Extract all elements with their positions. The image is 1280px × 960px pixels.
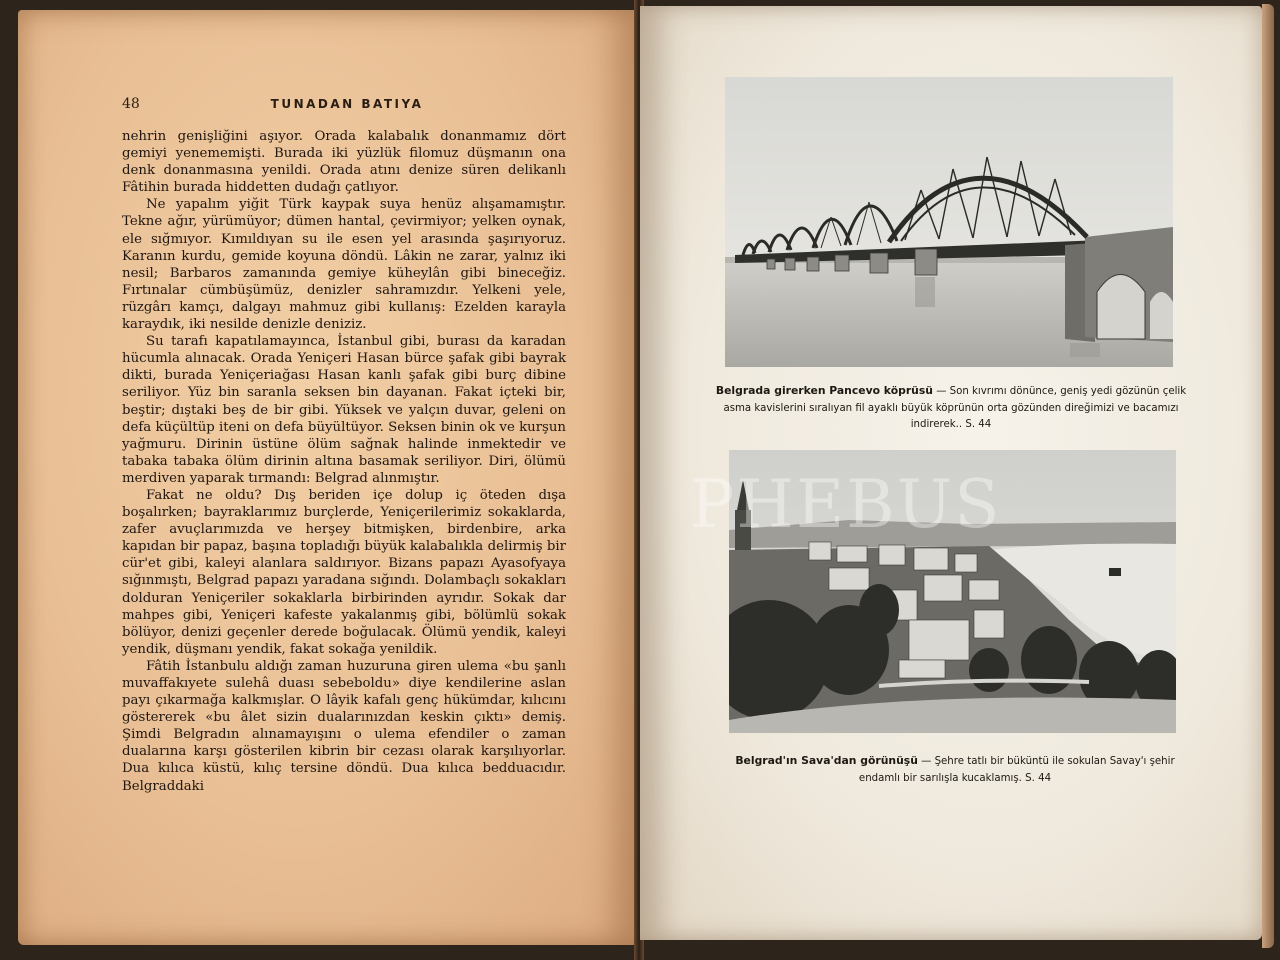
- bridge-photo: [725, 77, 1173, 367]
- paragraph: Fâtih İstanbulu aldığı zaman huzuruna giren ulema «bu şanlı muvaffakıyete sulehâ duası sebeboldu» diye kendilerine aslan payı çıkarmağa kalkmışlar. O lâyik kafalı genç hükümdar, kılıcını göstererek «bu âlet sizin dualarınızdan keskin çıktı» demiş. Şimdi Belgradın alınamayışını o ulema efendiler o zaman dualarına karşı gösterilen kibrin bir cezası olarak karşılıyorlar. Dua kılıca küstü, kılıç tersine döndü. Dua kılıca bedduacıdır. Belgraddaki: [122, 658, 566, 794]
- paragraph: Su tarafı kapatılamayınca, İstanbul gibi, burası da karadan hücumla alınacak. Orada Yeniçeri Hasan bürce şafak gibi bayrak dikti, burada Yeniçeriağası Hasan kanlı şafak gibi burç dibine seriliyor. Yüz bin saranla seksen bin dayanan. Fakat içteki bir, beştir; dıştaki beş de bir gibi. Yüksek ve yalçın duvar, geleni on defa küçültüp iteni on defa büyültüyor. Seksen binin ok ve kurşun yağmuru. Dirinin üstüne ölüm sağnak halinde inmektedir ve tabaka tabaka ölüm dirinin altına basamak seriliyor. Diri, ölümü merdiven yaparak tırmandı: Belgrad alınmıştır.: [122, 334, 566, 486]
- bridge-caption: [706, 383, 1196, 434]
- caption-title: Belgrad'ın Sava'dan görünüşü: [735, 754, 918, 767]
- page-number: 48: [122, 96, 140, 112]
- caption-title: Belgrada girerken Pancevo köprüsü: [715, 384, 933, 397]
- paragraph: nehrin genişliğini aşıyor. Orada kalabalık donanmamız dört gemiyi yenememişti. Burada iki yüzlük filomuz düşmanın ona denk donanmasına yenildi. Orada atını denize süren delikanlı Fâtihin burada hiddetten dudağı çatlıyor.: [122, 129, 566, 196]
- paragraph: Fakat ne oldu? Dış beriden içe dolup iç öteden dışa boşalırken; bayraklarımız burçlerde, Yeniçerilerimiz sokaklarda, zafer avuçlarımızda ve herşey bitmişken, birdenbire, arka kapıdan bir papaz, başına topladığı büyük kalabalıkla delirmiş bir cür'et gibi, kaleyi alanlara saldırıyor. Bizans papazı Ayasofyaya sığınmıştı, Belgrad papazı yaradana sığındı. Dolambaçlı sokakları dolduran Yeniçeriler sokaklarla birbirinden ayrıdır. Sokak dar mahpes gibi, Yeniçeri kafeste yakalanmış gibi, bölümlü sokak bölüyor, denizi geçenler derede boğulacak. Ölümü yendik, kaleyi yendik, düşmanı yendik, fakat sokağa yenildik.: [122, 487, 566, 657]
- running-head-title: TUNADAN BATIYA: [270, 97, 424, 111]
- paragraph: Ne yapalım yiğit Türk kaypak suya henüz alışamamıştır. Tekne ağır, yürümüyor; dümen hantal, çevirmiyor; yelken oynak, ele sığmıyor. Kımıldıyan su ile esen yel arasında şaşırıyoruz. Karanın kurdu, gemide koyuna döndü. Lâkin ne zarar, yalnız iki nesil; Barbaros zamanında gemiye küheylân gibi bineceğiz. Fırtınalar cümbüşümüz, denizler sahramızdır. Yelkeni yele, rüzgârı kamçı, dalgayı mahmuz gibi kullanış: Ezelden karayla karaydık, iki nesilde denizle deniziz.: [122, 197, 566, 333]
- caption-text: — Son kıvrımı dönünce, geniş yedi gözünün çelik asma kavislerini sıralıyan fil ayaklı büyük köprünün orta gözünden direğimizi ve bacamızı indirerek.. S. 44: [723, 386, 1187, 430]
- belgrade-view-caption: [716, 753, 1194, 787]
- body-text: [122, 128, 566, 795]
- watermark: PHEBUS: [690, 466, 1002, 543]
- page-edge: [1262, 4, 1274, 948]
- caption-text: — Şehre tatlı bir büküntü ile sokulan Savay'ı şehir endamlı bir sarılışla kucaklamış. S. 44: [858, 756, 1175, 784]
